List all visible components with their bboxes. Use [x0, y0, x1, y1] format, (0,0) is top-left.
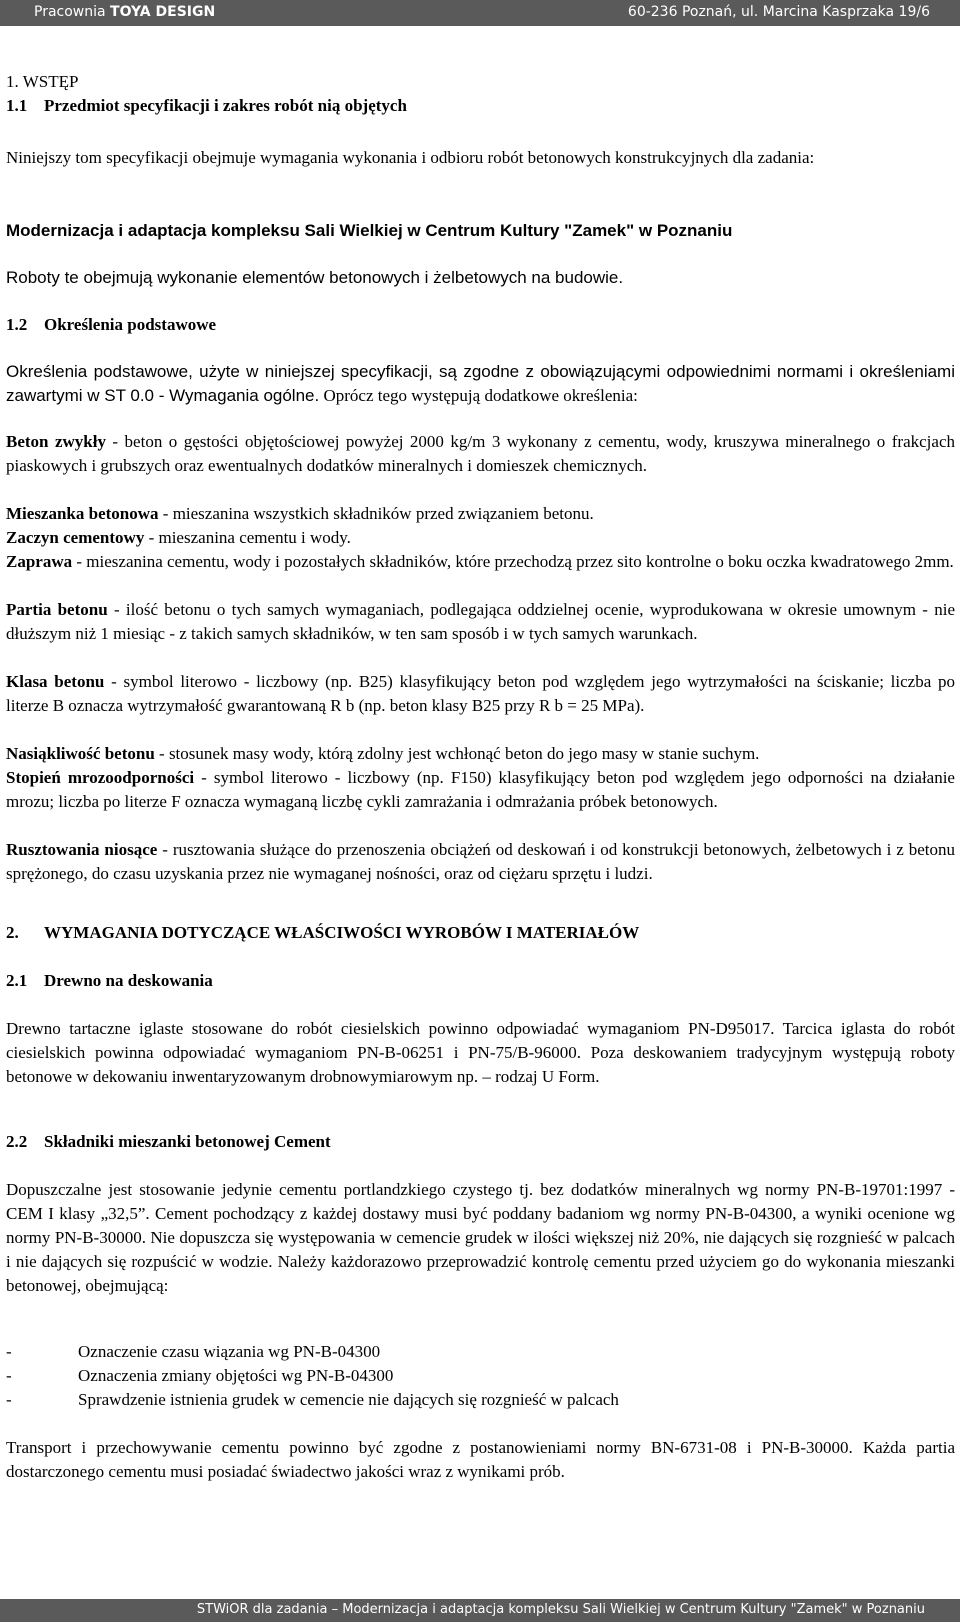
- section-2-2-heading: 2.2 Składniki mieszanki betonowej Cement: [6, 1132, 331, 1151]
- company-name: TOYA DESIGN: [110, 4, 216, 20]
- scope-text: Roboty te obejmują wykonanie elementów betonowych i żelbetowych na budowie.: [6, 268, 624, 287]
- intro-text: Niniejszy tom specyfikacji obejmuje wymagania wykonania i odbioru robót betonowych konstrukcyjnych dla zadania:: [6, 148, 815, 167]
- definitions-intro: Określenia podstawowe, użyte w niniejszej specyfikacji, są zgodne z obowiązującymi odpowiednimi normami i określeniami zawartymi w ST 0.0 - Wymagania ogólne. Oprócz tego występują dodatkowe określenia:: [6, 362, 955, 405]
- project-name: Modernizacja i adaptacja kompleksu Sali Wielkiej w Centrum Kultury "Zamek" w Poznaniu: [6, 221, 733, 240]
- section-2-1-heading: 2.1 Drewno na deskowania: [6, 971, 213, 990]
- section-2-2-text: Dopuszczalne jest stosowanie jedynie cementu portlandzkiego czystego tj. bez dodatków mineralnych wg normy PN-B-19701:1997 - CEM I klasy „32,5”. Cement pochodzący z każdej dostawy musi być poddany badaniom wg normy PN-B-04300, a wyniki ocenione wg normy PN-B-30000. Nie dopuszcza się występowania w cemencie grudek w ilości większej niż 20%, nie dających się rozgnieść w palcach i nie dających się rozpuścić w wodzie. Należy każdorazowo przeprowadzić kontrolę cementu przed użyciem go do wykonania mieszanki betonowej, obejmującą:: [6, 1180, 955, 1295]
- section-1-2-heading: 1.2 Określenia podstawowe: [6, 315, 217, 334]
- definition-zaprawa: Zaprawa - mieszanina cementu, wody i pozostałych składników, które przechodzą przez sito kontrolne o boku oczka kwadratowego 2mm.: [6, 552, 954, 571]
- definition-mieszanka: Mieszanka betonowa - mieszanina wszystkich składników przed związaniem betonu.: [6, 504, 594, 523]
- definition-beton-zwykly: Beton zwykły - beton o gęstości objętościowej powyżej 2000 kg/m 3 wykonany z cementu, wody, kruszywa mineralnego o frakcjach piaskowych i grubszych oraz ewentualnych dodatków mineralnych i domieszek chemicznych.: [6, 432, 955, 475]
- page-header: [0, 0, 960, 26]
- footer-text: STWiOR dla zadania – Modernizacja i adaptacja kompleksu Sali Wielkiej w Centrum Kultury "Zamek" w Poznaniu: [196, 1602, 925, 1617]
- list-item: - Oznaczenia zmiany objętości wg PN-B-04300: [6, 1366, 394, 1385]
- section-2-heading: 2. WYMAGANIA DOTYCZĄCE WŁAŚCIWOŚCI WYROBÓW I MATERIAŁÓW: [6, 923, 640, 942]
- definition-nasiakliwosc: Nasiąkliwość betonu - stosunek masy wody, którą zdolny jest wchłonąć beton do jego masy w stanie suchym.: [6, 744, 760, 763]
- header-company: Pracownia TOYA DESIGN: [34, 4, 216, 20]
- page-footer: [0, 1599, 960, 1622]
- section-1-1-heading: 1.1 Przedmiot specyfikacji i zakres robót nią objętych: [6, 96, 407, 115]
- definition-klasa: Klasa betonu - symbol literowo - liczbowy (np. B25) klasyfikujący beton pod względem jego wytrzymałości na ściskanie; liczba po literze B oznacza wytrzymałość gwarantowaną R b (np. beton klasy B25 przy R b = 25 MPa).: [6, 672, 955, 715]
- list-item: - Sprawdzenie istnienia grudek w cemencie nie dających się rozgnieść w palcach: [6, 1390, 619, 1409]
- transport-text: Transport i przechowywanie cementu powinno być zgodne z postanowieniami normy BN-6731-08 i PN-B-30000. Każda partia dostarczonego cementu musi posiadać świadectwo jakości wraz z wynikami prób.: [6, 1438, 955, 1481]
- section-2-1-text: Drewno tartaczne iglaste stosowane do robót ciesielskich powinno odpowiadać wymaganiom PN-D95017. Tarcica iglasta do robót ciesielskich powinna odpowiadać wymaganiom PN-B-06251 i PN-75/B-96000. Poza deskowaniem tradycyjnym występują roboty betonowe w dekowaniu inwentaryzowanym drobnowymiarowym np. – rodzaj U Form.: [6, 1019, 955, 1086]
- list-item: - Oznaczenie czasu wiązania wg PN-B-04300: [6, 1342, 381, 1361]
- definition-mrozoodpornosc: Stopień mrozoodporności - symbol literowo - liczbowy (np. F150) klasyfikujący beton pod względem jego odporności na działanie mrozu; liczba po literze F oznacza wymaganą liczbę cykli zamrażania i odmrażania próbek betonowych.: [6, 768, 955, 811]
- section-1-title: 1. WSTĘP: [6, 72, 79, 91]
- definition-rusztowania: Rusztowania niosące - rusztowania służące do przenoszenia obciążeń od deskowań i od konstrukcji betonowych, żelbetowych i z betonu sprężonego, do czasu uzyskania przez nie wymaganej nośności, oraz od ciężaru sprzętu i ludzi.: [6, 840, 955, 883]
- definition-zaczyn: Zaczyn cementowy - mieszanina cementu i wody.: [6, 528, 351, 547]
- definition-partia: Partia betonu - ilość betonu o tych samych wymaganiach, podlegająca oddzielnej ocenie, wyprodukowana w okresie umownym - nie dłuższym niż 1 miesiąc - z takich samych składników, w ten sam sposób i w tych samych warunkach.: [6, 600, 955, 643]
- header-address: 60-236 Poznań, ul. Marcina Kasprzaka 19/6: [627, 4, 930, 20]
